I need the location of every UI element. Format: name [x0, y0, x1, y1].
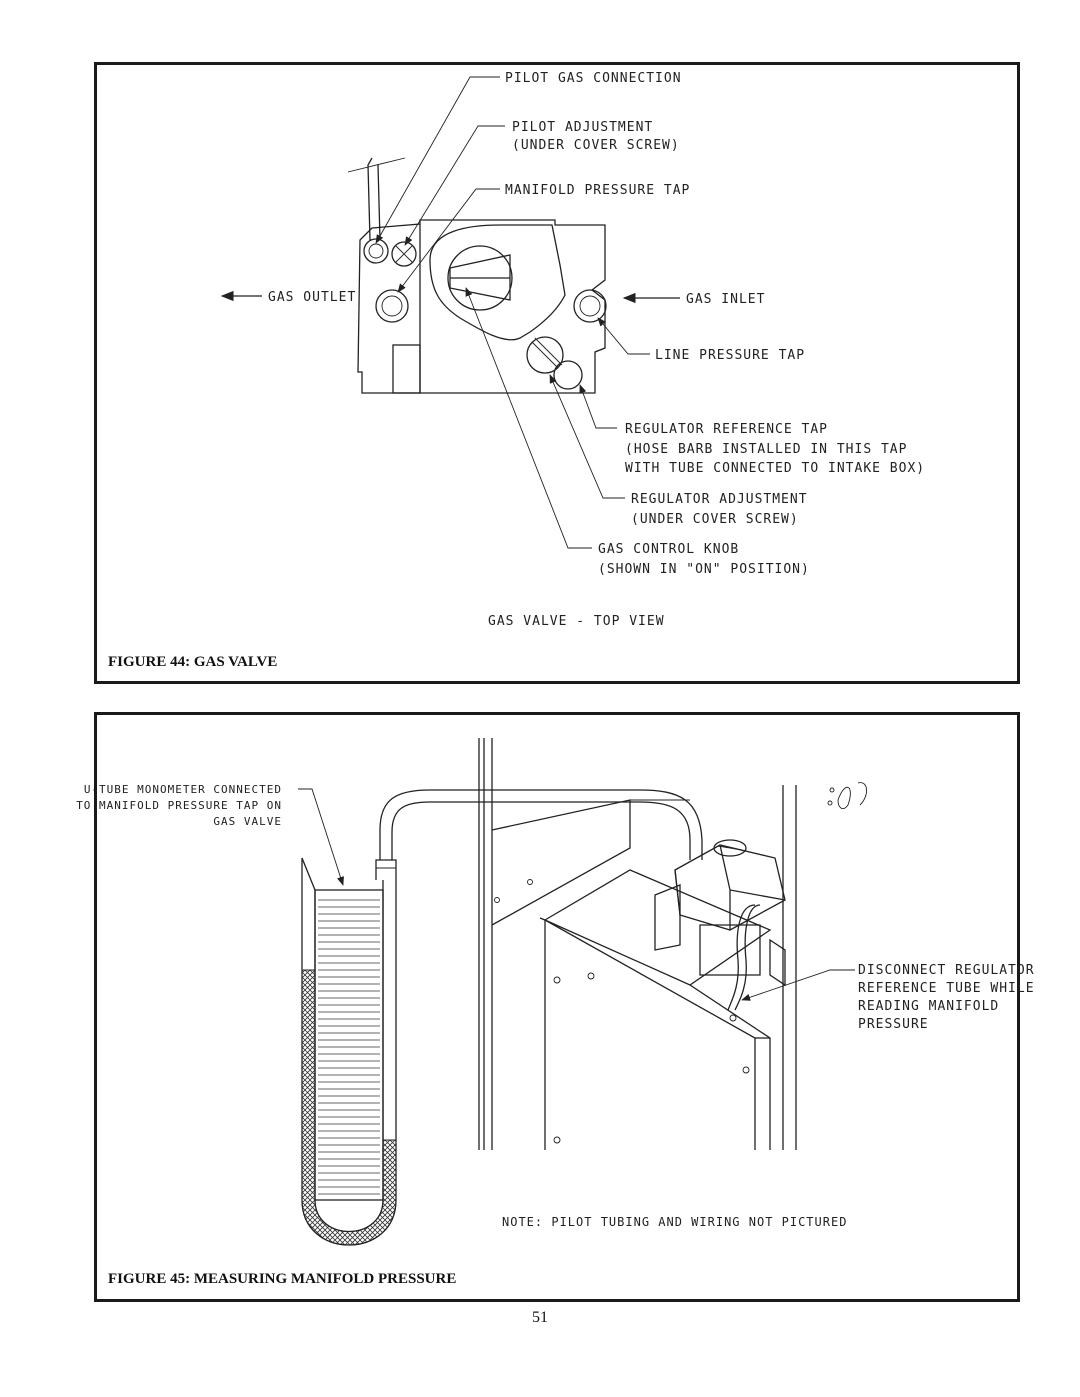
- label-disconnect-line4: PRESSURE: [858, 1017, 929, 1032]
- gas-inlet-port: [574, 290, 606, 322]
- label-pilot-gas-connection: PILOT GAS CONNECTION: [505, 71, 682, 86]
- figure-45-caption: FIGURE 45: MEASURING MANIFOLD PRESSURE: [108, 1271, 457, 1287]
- label-regulator-adjustment-note: (UNDER COVER SCREW): [631, 512, 799, 527]
- label-gas-control-knob-note: (SHOWN IN "ON" POSITION): [598, 562, 810, 577]
- label-pilot-adjustment: PILOT ADJUSTMENT: [512, 120, 654, 135]
- gas-outlet-port: [376, 290, 408, 322]
- figure-44-caption: FIGURE 44: GAS VALVE: [108, 654, 278, 670]
- label-disconnect-line2: REFERENCE TUBE WHILE: [858, 981, 1035, 996]
- label-regulator-reference-note2: WITH TUBE CONNECTED TO INTAKE BOX): [625, 461, 926, 476]
- furnace-cabinet-drawing: [380, 738, 867, 1150]
- label-regulator-adjustment: REGULATOR ADJUSTMENT: [631, 492, 808, 507]
- page-number: 51: [532, 1309, 548, 1326]
- manometer-fluid: [302, 970, 396, 1245]
- label-gas-outlet: GAS OUTLET: [268, 290, 357, 305]
- regulator-reference-tap: [554, 361, 582, 389]
- label-gas-inlet: GAS INLET: [686, 292, 766, 307]
- label-manometer-line1: U-TUBE MONOMETER CONNECTED: [83, 783, 282, 796]
- labels-fig44: [268, 71, 925, 629]
- label-line-pressure-tap: LINE PRESSURE TAP: [655, 348, 806, 363]
- label-note: NOTE: PILOT TUBING AND WIRING NOT PICTURED: [502, 1215, 848, 1229]
- label-regulator-reference-tap: REGULATOR REFERENCE TAP: [625, 422, 829, 437]
- leader-lines-fig45: [298, 789, 855, 1000]
- label-manometer-line2: TO MANIFOLD PRESSURE TAP ON: [76, 799, 282, 812]
- label-manifold-pressure-tap: MANIFOLD PRESSURE TAP: [505, 183, 691, 198]
- label-gas-control-knob: GAS CONTROL KNOB: [598, 542, 740, 557]
- label-manometer-line3: GAS VALVE: [213, 815, 282, 828]
- label-view-title: GAS VALVE - TOP VIEW: [488, 614, 665, 629]
- u-tube-manometer: [302, 858, 396, 1245]
- labels-fig45: [76, 783, 1034, 1229]
- label-regulator-reference-note1: (HOSE BARB INSTALLED IN THIS TAP: [625, 442, 908, 457]
- label-pilot-adjustment-note: (UNDER COVER SCREW): [512, 138, 680, 153]
- label-disconnect-line3: READING MANIFOLD: [858, 999, 1000, 1014]
- label-disconnect-line1: DISCONNECT REGULATOR: [858, 963, 1035, 978]
